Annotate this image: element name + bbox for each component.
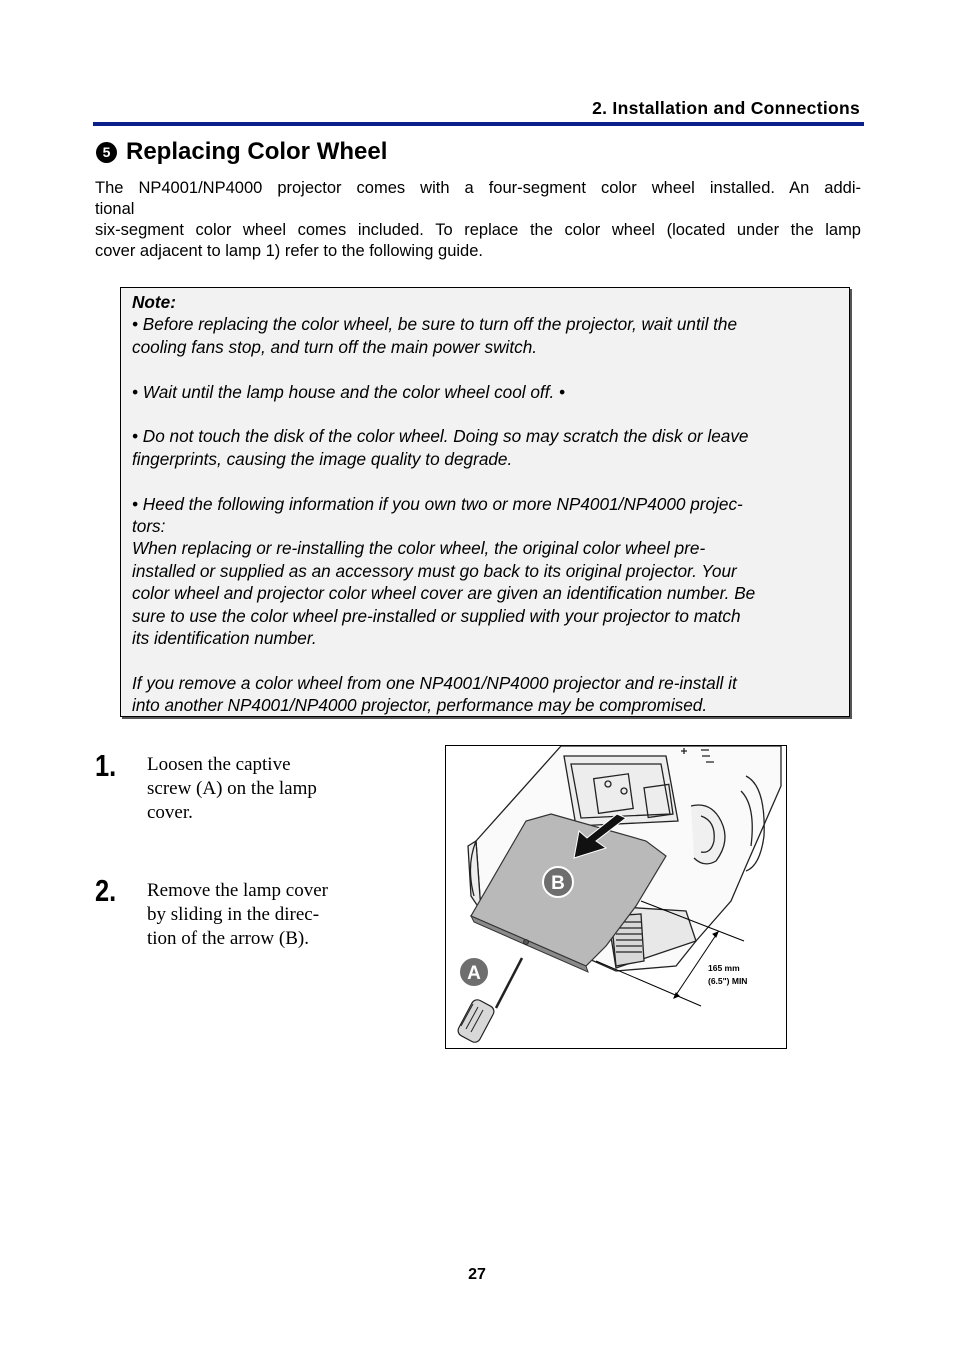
label-b: B: [551, 873, 565, 894]
label-b-badge: [543, 867, 573, 897]
header-rule: [93, 122, 864, 126]
step-2-number: 2.: [95, 873, 117, 908]
note-title: Note:: [132, 292, 176, 312]
label-a: A: [467, 963, 481, 984]
step-line: cover.: [147, 802, 193, 823]
section-number-badge: 5: [96, 142, 117, 163]
step-line: by sliding in the direc-: [147, 904, 320, 925]
note-line: its identification number.: [132, 628, 317, 649]
intro-line: cover adjacent to lamp 1) refer to the following guide.: [95, 242, 483, 260]
note-line: • Do not touch the disk of the color wheel. Doing so may scratch the disk or leave: [132, 426, 749, 447]
note-line: • Heed the following information if you own two or more NP4001/NP4000 projec-: [132, 493, 743, 514]
step-line: screw (A) on the lamp: [147, 778, 317, 799]
note-line: installed or supplied as an accessory must go back to its original projector. Your: [132, 560, 737, 581]
intro-paragraph: [95, 178, 861, 262]
note-line: • Before replacing the color wheel, be sure to turn off the projector, wait until the: [132, 314, 738, 335]
note-line: fingerprints, causing the image quality to degrade.: [132, 448, 513, 469]
note-line: cooling fans stop, and turn off the main power switch.: [132, 336, 538, 357]
step-line: Remove the lamp cover: [147, 880, 328, 901]
dimension-label-mm: 165 mm: [708, 963, 740, 973]
label-a-badge: [459, 957, 489, 987]
note-line: tors:: [132, 516, 166, 537]
note-box: [120, 287, 850, 717]
intro-line: tional: [95, 200, 135, 218]
note-line: sure to use the color wheel pre-installed or supplied with your projector to match: [132, 605, 741, 626]
step-2-text: [147, 879, 347, 951]
running-header: 2. Installation and Connections: [592, 98, 860, 118]
note-line: When replacing or re-installing the color wheel, the original color wheel pre-: [132, 538, 706, 559]
step-line: tion of the arrow (B).: [147, 928, 309, 949]
step-1-text: [147, 753, 347, 825]
lamp-cover-illustration: [445, 745, 787, 1049]
page-number: 27: [468, 1266, 486, 1283]
intro-line: The NP4001/NP4000 projector comes with a four-segment color wheel installed. An addi-: [95, 179, 861, 197]
note-line: • Wait until the lamp house and the color wheel cool off. •: [132, 381, 566, 402]
intro-line: six-segment color wheel comes included. To replace the color wheel (located under the lamp: [95, 221, 861, 239]
step-1-number: 1.: [95, 748, 117, 783]
section-title-text: Replacing Color Wheel: [126, 138, 388, 165]
captive-screw: [524, 940, 529, 945]
section-title: [96, 138, 387, 166]
note-line: If you remove a color wheel from one NP4001/NP4000 projector and re-install it: [132, 672, 737, 693]
note-line: into another NP4001/NP4000 projector, performance may be compromised.: [132, 695, 708, 716]
note-line: color wheel and projector color wheel cover are given an identification number. Be: [132, 583, 756, 604]
step-line: Loosen the captive: [147, 754, 291, 775]
dimension-label-in: (6.5") MIN: [708, 976, 748, 986]
